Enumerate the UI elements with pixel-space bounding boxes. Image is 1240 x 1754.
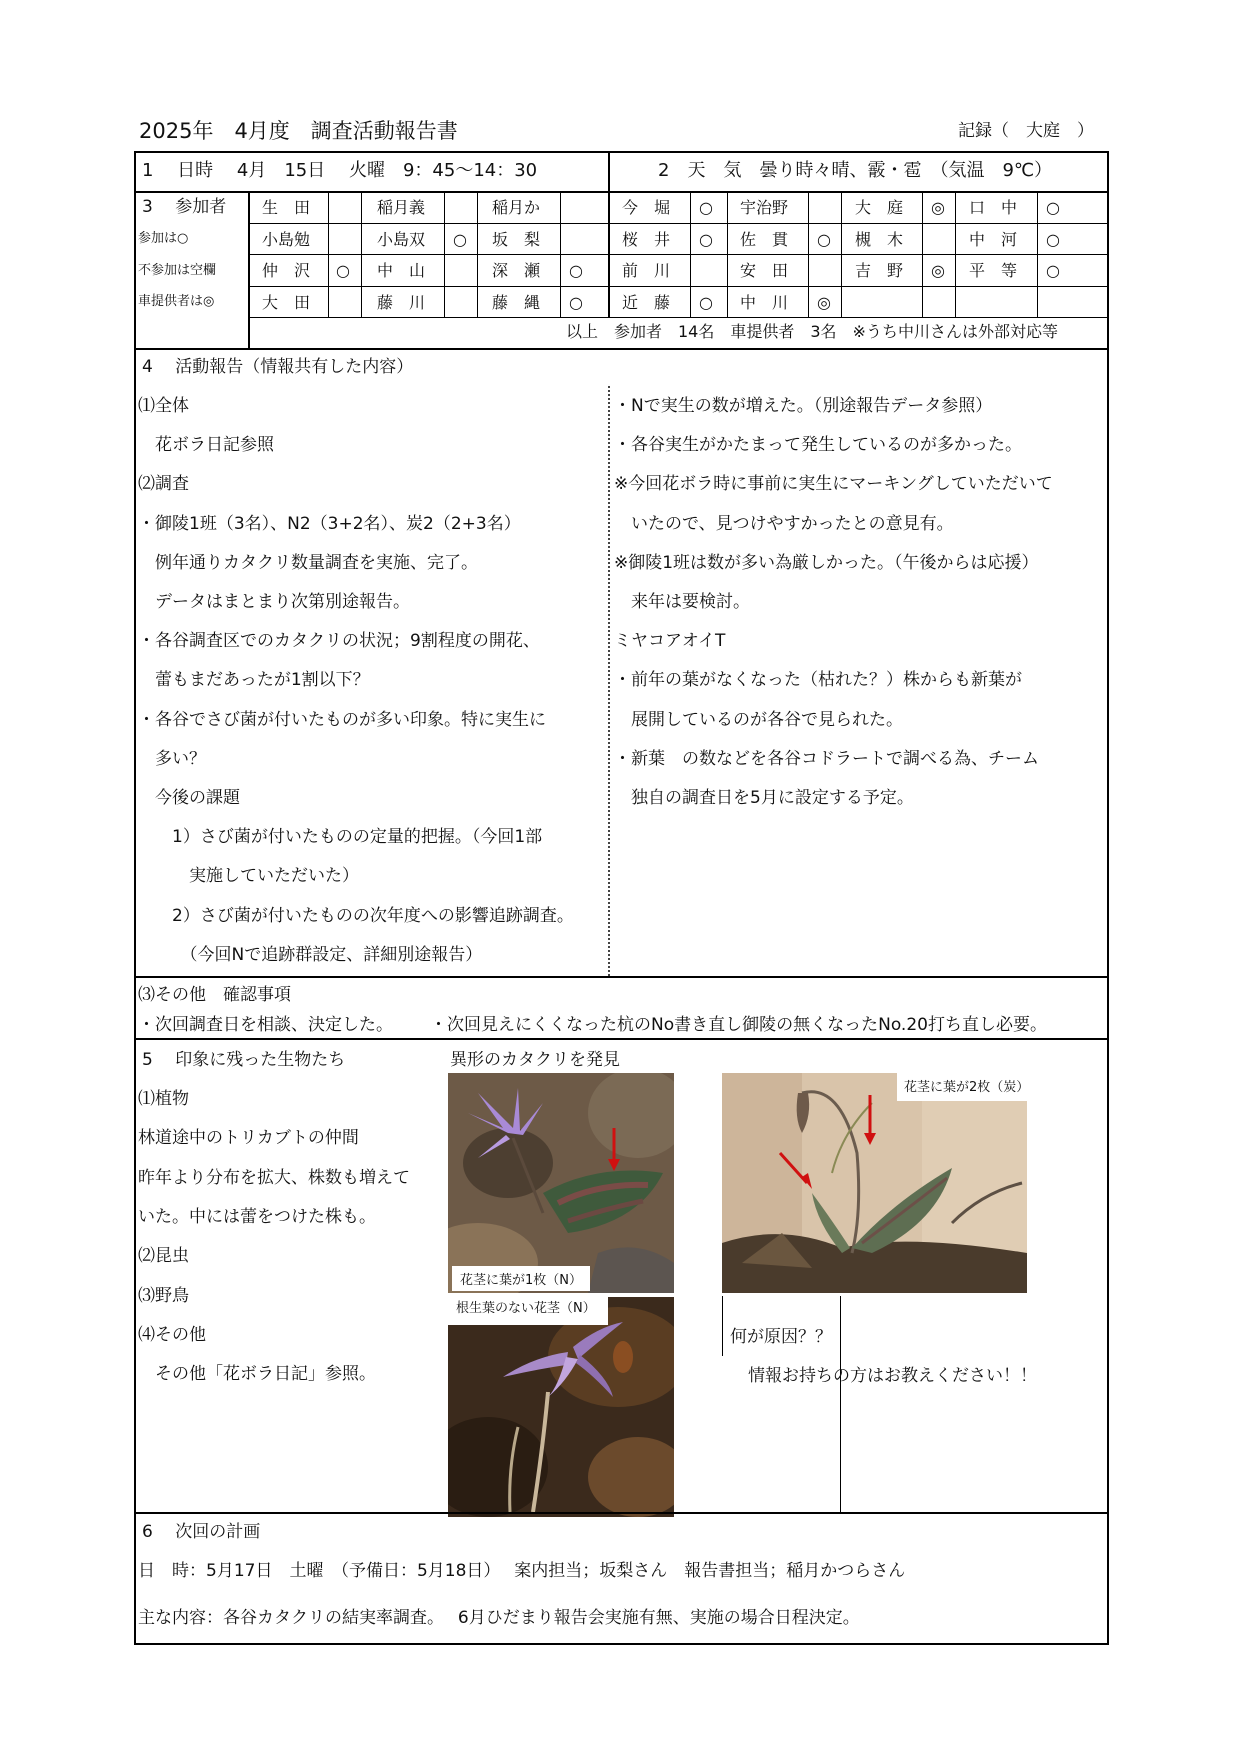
- attendance-mark: ○: [817, 230, 831, 249]
- photo-caption-1: 花茎に葉が1枚（N）: [452, 1266, 590, 1291]
- attendance-mark: ◎: [931, 261, 945, 280]
- date-time: 1 日時 4月 15日 火曜 9：45～14：30: [142, 160, 538, 181]
- participant-name: 平 等: [969, 261, 1018, 280]
- activity-left-line: 実施していただいた）: [138, 866, 359, 887]
- creature-line: 昨年より分布を拡大、株数も増えて: [138, 1167, 410, 1188]
- next-plan-datetime: 日 時：5月17日 土曜 （予備日：5月18日） 案内担当；坂梨さん 報告書担当；稲月かつらさん: [138, 1561, 906, 1581]
- legend-attend: 参加は○: [138, 231, 189, 246]
- activity-right-line: ※御陵1班は数が多い為厳しかった。（午後からは応援）: [614, 552, 1039, 573]
- attendance-mark: ○: [1046, 230, 1060, 249]
- participant-name: 今 堀: [622, 198, 671, 217]
- activity-left-line: ・各谷でさび菌が付いたものが多い印象。特に実生に: [138, 709, 546, 730]
- activity-left-line: 例年通りカタクリ数量調査を実施、完了。: [138, 552, 478, 573]
- participant-name: 藤 縄: [492, 293, 541, 312]
- attendance-mark: ○: [569, 293, 583, 312]
- activity-left-line: 多い？: [138, 748, 206, 769]
- activity-right-line: ・前年の葉がなくなった（枯れた？）株からも新葉が: [614, 670, 1022, 691]
- activity-right-line: ・各谷実生がかたまって発生しているのが多かった。: [614, 435, 1022, 456]
- participant-name: 口 中: [969, 198, 1018, 217]
- participant-name: 中 河: [969, 230, 1018, 249]
- participant-name: 稲月義: [377, 198, 426, 217]
- legend-absent: 不参加は空欄: [138, 263, 217, 278]
- activity-left-line: データはまとまり次第別途報告。: [138, 592, 410, 612]
- attendance-mark: ○: [569, 261, 583, 280]
- legend-car: 車提供者は◎: [138, 294, 215, 309]
- activity-left-line: 今後の課題: [138, 788, 240, 808]
- participant-name: 坂 梨: [492, 230, 541, 249]
- participant-name: 大 庭: [855, 198, 904, 217]
- other-item-1: ・次回調査日を相談、決定した。: [138, 1015, 393, 1035]
- attendance-mark: ○: [1046, 198, 1060, 217]
- question-text: 何が原因？？: [730, 1327, 832, 1347]
- photo-heading: 異形のカタクリを発見: [450, 1050, 620, 1070]
- other-item-2: ・次回見えにくくなった杭のNo書き直し御陵の無くなったNo.20打ち直し必要。: [430, 1015, 1047, 1035]
- attendance-mark: ○: [699, 293, 713, 312]
- attendance-mark: ◎: [931, 198, 945, 217]
- participant-name: 生 田: [262, 198, 311, 217]
- participant-name: 藤 川: [377, 293, 426, 312]
- participants-summary: 以上 参加者 14名 車提供者 3名 ※うち中川さんは外部対応等: [566, 322, 1058, 341]
- participant-name: 深 瀬: [492, 261, 541, 280]
- participants-title: 3 参加者: [142, 197, 227, 217]
- activity-right-line: ミヤコアオイT: [614, 631, 726, 652]
- activity-right-line: ・Nで実生の数が増えた。（別途報告データ参照）: [614, 396, 993, 416]
- activity-left-line: （今回Nで追跡群設定、詳細別途報告）: [138, 944, 483, 965]
- activity-left-line: 1）さび菌が付いたものの定量的把握。（今回1部: [138, 827, 543, 848]
- activity-title: 4 活動報告（情報共有した内容）: [142, 357, 414, 377]
- creature-line: ⑷その他: [138, 1324, 206, 1345]
- participant-name: 稲月か: [492, 198, 541, 217]
- photo-flower-one-leaf: [448, 1073, 674, 1293]
- participant-name: 小島双: [377, 230, 426, 249]
- activity-left-line: ・御陵1班（3名）、N2（3+2名）、炭2（2+3名）: [138, 513, 521, 534]
- activity-right-line: ※今回花ボラ時に事前に実生にマーキングしていただいて: [614, 474, 1053, 495]
- photo-flower-no-basal-leaf: [448, 1297, 674, 1517]
- recorder-label: 記録（ 大庭 ）: [958, 121, 1094, 141]
- activity-right-line: いたので、見つけやすかったとの意見有。: [614, 513, 954, 534]
- next-plan-title: 6 次回の計画: [142, 1522, 261, 1542]
- creature-line: ⑵昆虫: [138, 1246, 189, 1267]
- participant-name: 吉 野: [855, 261, 904, 280]
- participant-name: 大 田: [262, 293, 311, 312]
- other-title: ⑶その他 確認事項: [138, 985, 291, 1005]
- activity-right-line: 展開しているのが各谷で見られた。: [614, 709, 903, 730]
- photo-flower-two-leaves: [722, 1073, 1030, 1293]
- creature-line: ⑴植物: [138, 1089, 189, 1109]
- participant-name: 桜 井: [622, 230, 671, 249]
- activity-left-line: 蕾もまだあったが1割以下？: [138, 670, 370, 691]
- attendance-mark: ○: [336, 261, 350, 280]
- creature-line: その他「花ボラ日記」参照。: [138, 1364, 376, 1385]
- participant-name: 中 山: [377, 261, 426, 280]
- info-request: 情報お持ちの方はお教えください！！: [748, 1366, 1037, 1386]
- activity-right-line: 独自の調査日を5月に設定する予定。: [614, 788, 914, 808]
- creature-line: 林道途中のトリカブトの仲間: [138, 1128, 359, 1149]
- activity-left-line: 2）さび菌が付いたものの次年度への影響追跡調査。: [138, 905, 574, 926]
- participant-name: 仲 沢: [262, 261, 311, 280]
- activity-right-line: ・新葉 の数などを各谷コドラートで調べる為、チーム: [614, 748, 1039, 769]
- participant-name: 安 田: [740, 261, 789, 280]
- activity-right-line: 来年は要検討。: [614, 592, 750, 612]
- activity-left-line: ・各谷調査区でのカタクリの状況；9割程度の開花、: [138, 631, 540, 652]
- creature-line: ⑶野鳥: [138, 1285, 189, 1306]
- participant-name: 近 藤: [622, 293, 671, 312]
- attendance-mark: ○: [1046, 261, 1060, 280]
- weather: 2 天 気 曇り時々晴、霰・雹 （気温 9℃）: [658, 160, 1053, 181]
- activity-left-line: ⑴全体: [138, 396, 189, 416]
- creature-line: いた。中には蕾をつけた株も。: [138, 1206, 376, 1227]
- attendance-mark: ○: [699, 230, 713, 249]
- participant-name: 槻 木: [855, 230, 904, 249]
- page-title: 2025年 4月度 調査活動報告書: [139, 119, 458, 143]
- attendance-mark: ○: [453, 230, 467, 249]
- attendance-mark: ○: [699, 198, 713, 217]
- participant-name: 佐 貫: [740, 230, 789, 249]
- photo-caption-3: 花茎に葉が2枚（炭）: [904, 1080, 1030, 1095]
- participant-name: 中 川: [740, 293, 789, 312]
- attendance-mark: ◎: [817, 293, 831, 312]
- photo-caption-2: 根生葉のない花茎（N）: [456, 1301, 596, 1316]
- participant-name: 小島勉: [262, 230, 311, 249]
- activity-left-line: 花ボラ日記参照: [138, 435, 274, 456]
- activity-left-line: ⑵調査: [138, 474, 189, 495]
- next-plan-content: 主な内容：各谷カタクリの結実率調査。 6月ひだまり報告会実施有無、実施の場合日程決定。: [138, 1608, 860, 1628]
- participant-name: 宇治野: [740, 198, 789, 217]
- creatures-title: 5 印象に残った生物たち: [142, 1050, 346, 1070]
- participant-name: 前 川: [622, 261, 671, 280]
